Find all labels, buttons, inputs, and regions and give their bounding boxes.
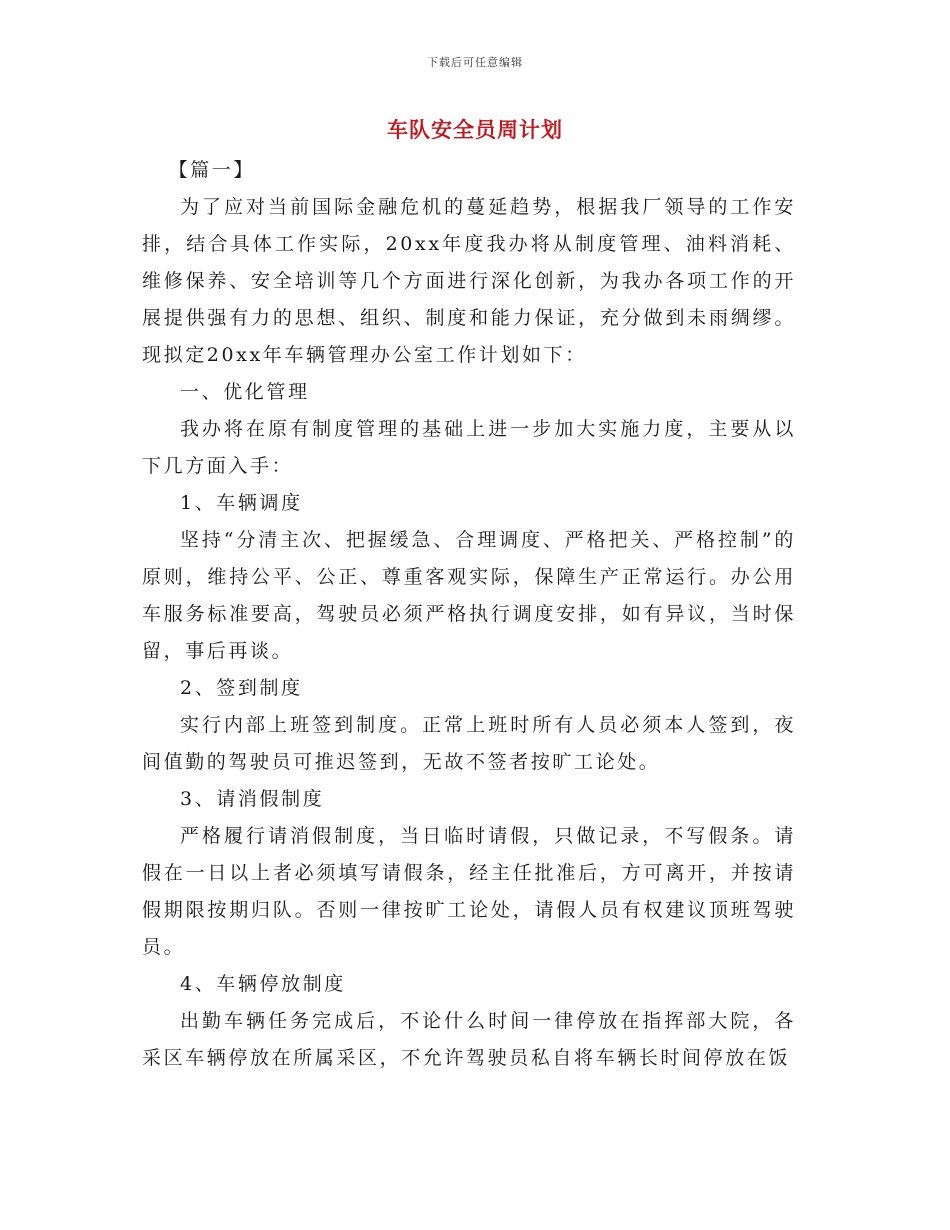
- document-title: 车队安全员周计划: [387, 117, 563, 142]
- subsection-heading: 4、车辆停放制度: [180, 973, 346, 995]
- body-paragraph: 出勤车辆任务完成后，不论什么时间一律停放在指挥部大院，各采区车辆停放在所属采区，不允许驾驶员私自将车辆长时间停放在饭: [142, 1010, 796, 1069]
- body-paragraph: 实行内部上班签到制度。正常上班时所有人员必须本人签到，夜间值勤的驾驶员可推迟签到，无故不签者按旷工论处。: [142, 714, 796, 773]
- body-paragraph: 我办将在原有制度管理的基础上进一步加大实施力度，主要从以下几方面入手：: [142, 418, 796, 477]
- body-paragraph: 坚持“分清主次、把握缓急、合理调度、严格把关、严格控制”的原则，维持公平、公正、尊重客观实际，保障生产正常运行。办公用车服务标准要高，驾驶员必须严格执行调度安排，如有异议，当时保留，事后再谈。: [142, 529, 797, 662]
- subsection-heading: 2、签到制度: [180, 677, 303, 699]
- header-note: 下载后可任意编辑: [427, 56, 523, 69]
- body-paragraph: 为了应对当前国际金融危机的蔓延趋势，根据我厂领导的工作安排，结合具体工作实际，20xx年度我办将从制度管理、油料消耗、维修保养、安全培训等几个方面进行深化创新，为我办各项工作的开展提供强有力的思想、组织、制度和能力保证，充分做到未雨绸缪。现拟定20xx年车辆管理办公室工作计划如下：: [142, 196, 796, 366]
- subsection-heading: 1、车辆调度: [180, 492, 303, 514]
- subsection-heading: 3、请消假制度: [180, 788, 325, 810]
- section-heading: 一、优化管理: [180, 381, 310, 403]
- body-paragraph: 严格履行请消假制度，当日临时请假，只做记录，不写假条。请假在一日以上者必须填写请假条，经主任批准后，方可离开，并按请假期限按期归队。否则一律按旷工论处，请假人员有权建议顶班驾驶员。: [142, 825, 796, 958]
- document-body: [142, 152, 796, 1077]
- section-tag: 【篇一】: [168, 159, 255, 181]
